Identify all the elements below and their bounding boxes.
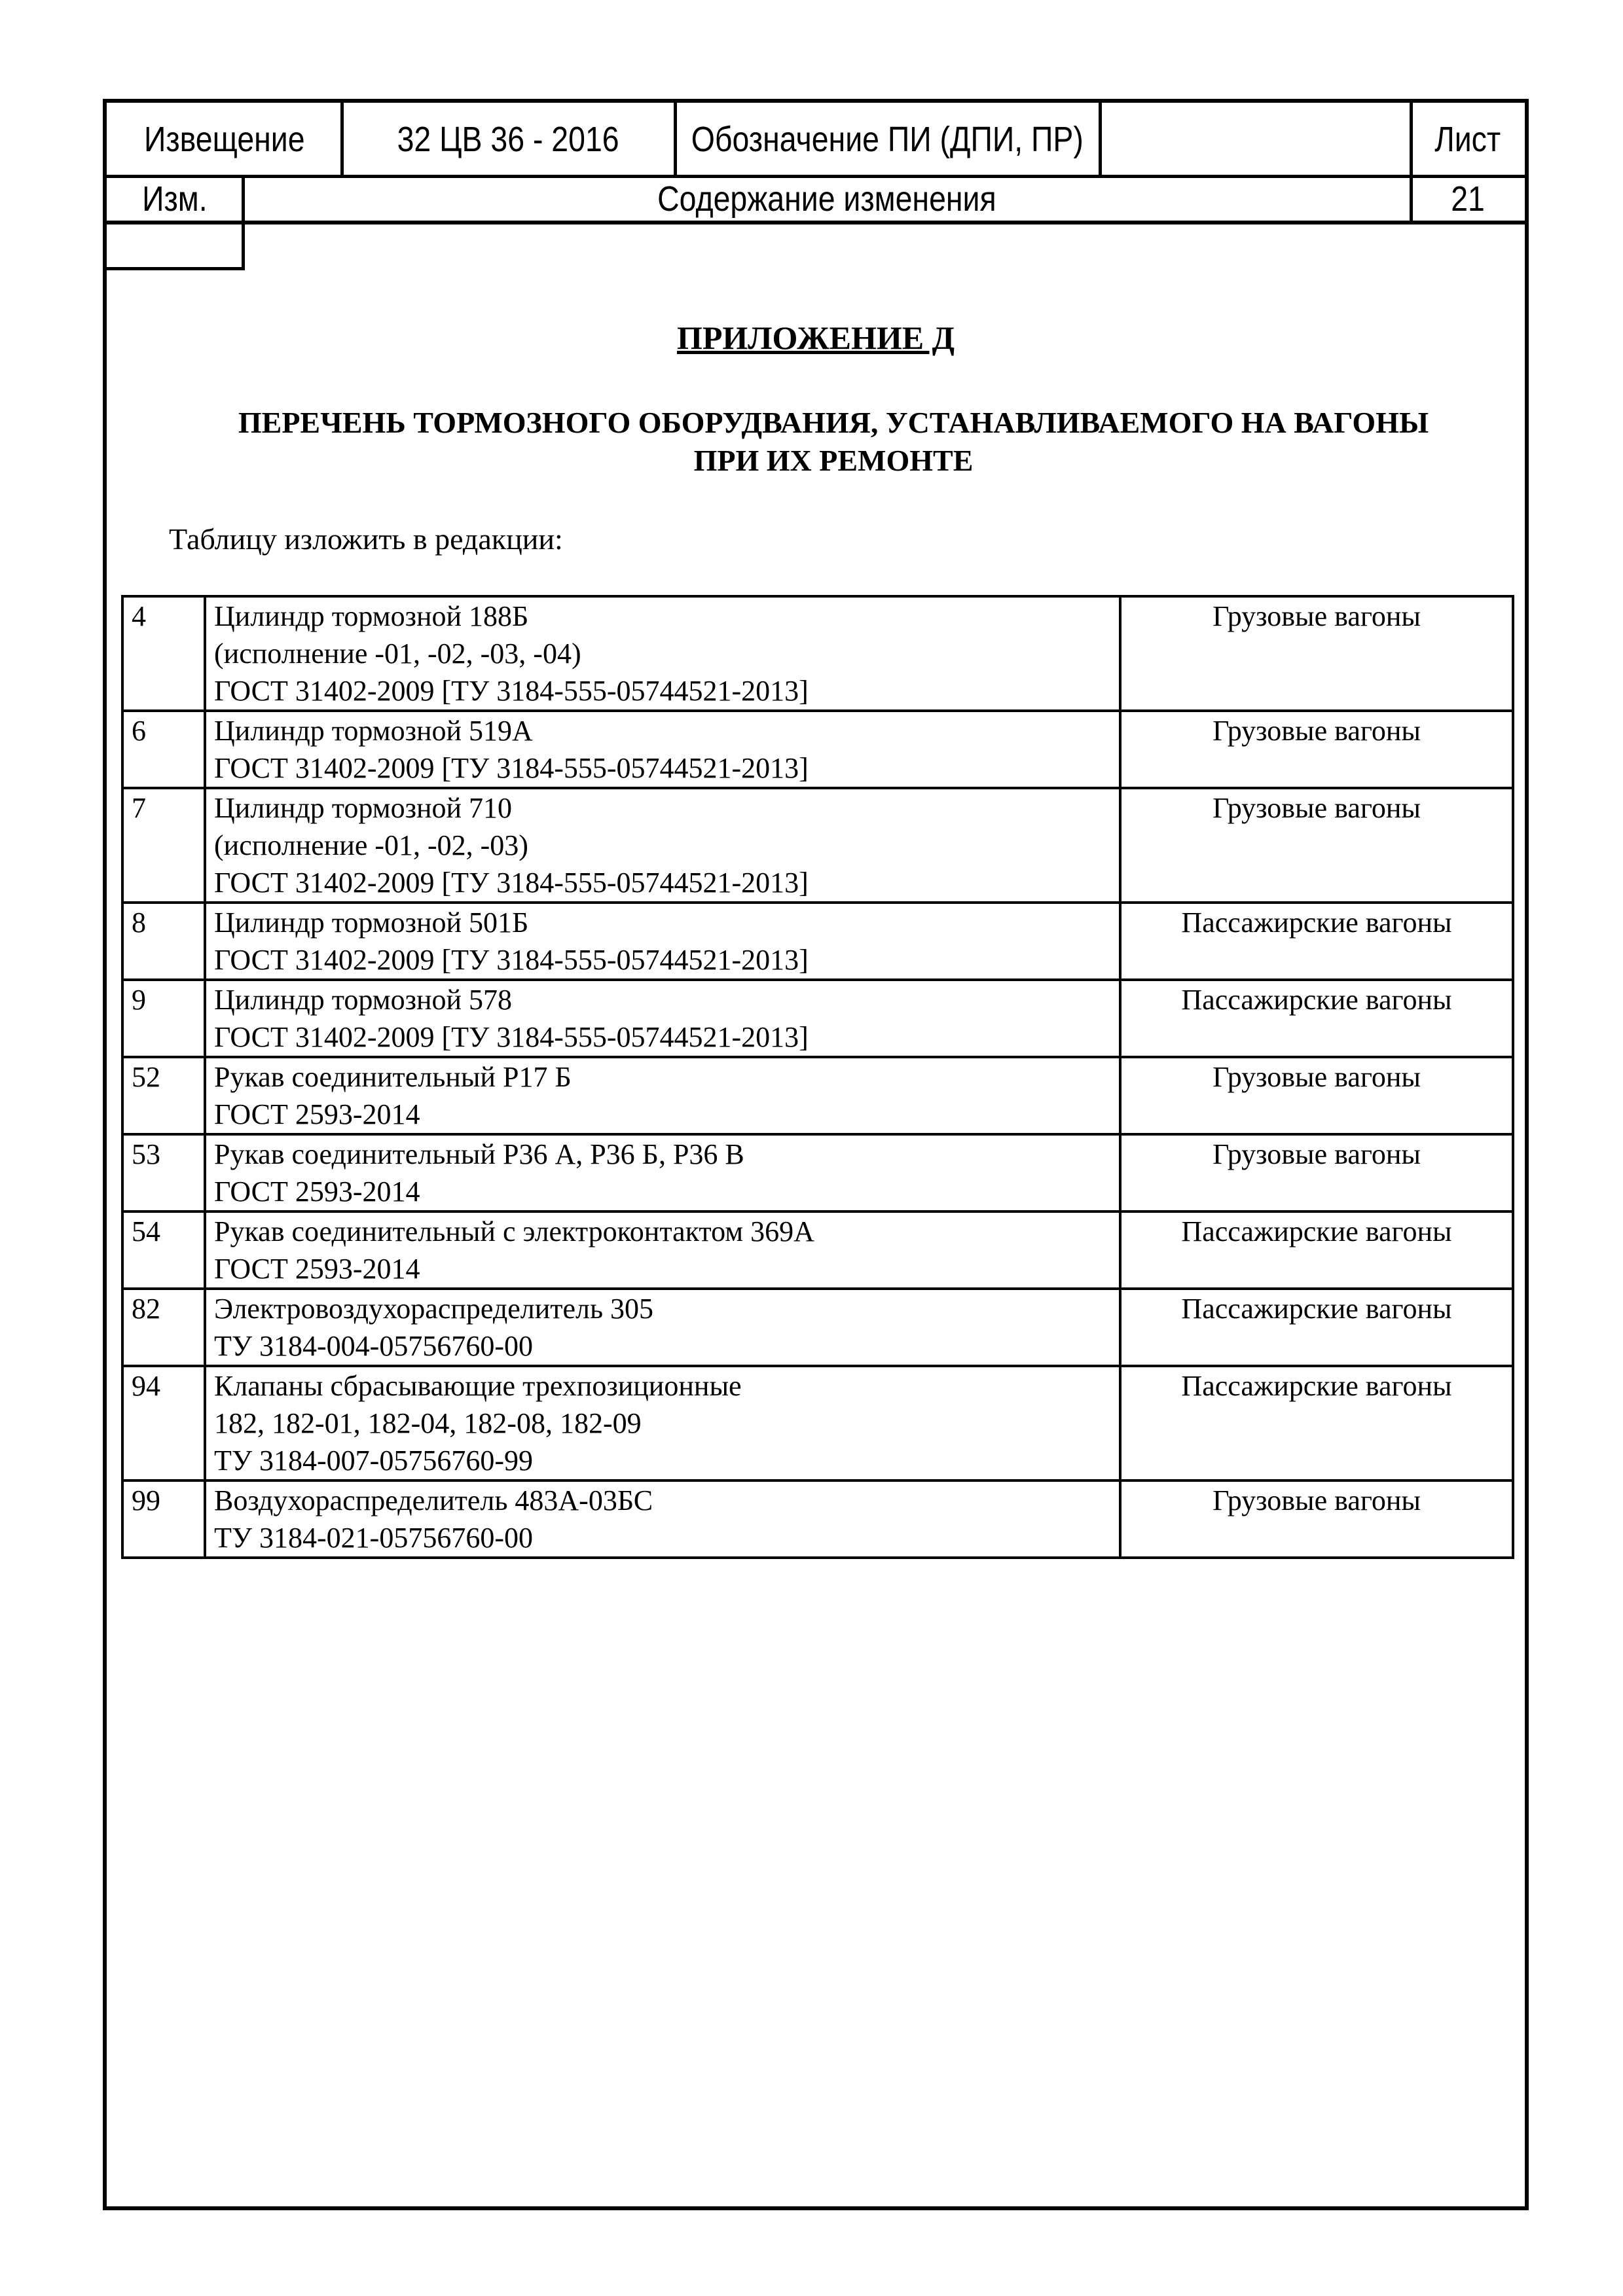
description-line: ГОСТ 31402-2009 [ТУ 3184-555-05744521-2013] — [214, 1021, 809, 1053]
description-line: Цилиндр тормозной 578 — [214, 984, 513, 1016]
header-divider — [674, 103, 677, 177]
row-category: Пассажирские вагоны — [1120, 980, 1513, 1057]
row-description — [205, 980, 1120, 1057]
row-number: 7 — [122, 788, 205, 903]
row-number: 8 — [122, 903, 205, 980]
row-description — [205, 1134, 1120, 1211]
notice-label: Извещение — [143, 120, 305, 159]
header-divider — [1099, 103, 1102, 177]
table-row — [122, 788, 1513, 903]
row-description — [205, 711, 1120, 788]
description-line: ГОСТ 2593-2014 — [214, 1175, 420, 1208]
description-line: Цилиндр тормозной 188Б — [214, 600, 529, 632]
table-row — [122, 1057, 1513, 1134]
description-line: ГОСТ 2593-2014 — [214, 1098, 420, 1130]
description-line: 182, 182-01, 182-04, 182-08, 182-09 — [214, 1407, 642, 1439]
content-label: Содержание изменения — [657, 179, 996, 219]
row-number: 54 — [122, 1211, 205, 1289]
header-rule — [107, 221, 1525, 224]
row-category: Пассажирские вагоны — [1120, 903, 1513, 980]
table-row — [122, 1480, 1513, 1558]
description-line: ГОСТ 31402-2009 [ТУ 3184-555-05744521-2013] — [214, 675, 809, 707]
description-line: ГОСТ 31402-2009 [ТУ 3184-555-05744521-2013] — [214, 944, 809, 976]
description-line: Цилиндр тормозной 710 — [214, 792, 513, 824]
table-row — [122, 596, 1513, 711]
appendix-title: ПРИЛОЖЕНИЕ Д — [676, 319, 955, 356]
equipment-table — [121, 595, 1514, 1559]
row-number: 6 — [122, 711, 205, 788]
document-header — [107, 103, 1525, 269]
notice-number: 32 ЦВ 36 - 2016 — [397, 120, 620, 159]
description-line: Цилиндр тормозной 501Б — [214, 906, 529, 939]
row-number: 9 — [122, 980, 205, 1057]
subtitle-line: ПРИ ИХ РЕМОНТЕ — [693, 444, 974, 477]
row-number: 53 — [122, 1134, 205, 1211]
row-number: 82 — [122, 1289, 205, 1366]
sheet-number: 21 — [1451, 179, 1485, 219]
row-description — [205, 1211, 1120, 1289]
designation-label: Обозначение ПИ (ДПИ, ПР) — [691, 120, 1084, 159]
designation-value — [1100, 103, 1411, 176]
description-line: ГОСТ 31402-2009 [ТУ 3184-555-05744521-2013] — [214, 752, 809, 784]
description-line: ТУ 3184-021-05756760-00 — [214, 1522, 533, 1554]
row-description — [205, 596, 1120, 711]
table-row — [122, 1211, 1513, 1289]
row-category: Пассажирские вагоны — [1120, 1289, 1513, 1366]
table-row — [122, 903, 1513, 980]
description-line: (исполнение -01, -02, -03, -04) — [214, 637, 581, 670]
description-line: Электровоздухораспределитель 305 — [214, 1293, 654, 1325]
appendix-subtitle — [146, 404, 1521, 480]
change-label: Изм. — [142, 179, 208, 219]
header-divider — [1410, 103, 1413, 223]
row-number: 52 — [122, 1057, 205, 1134]
page-frame — [103, 99, 1529, 2210]
change-box-bottom — [107, 267, 245, 270]
description-line: Клапаны сбрасывающие трехпозиционные — [214, 1370, 742, 1402]
header-divider — [340, 103, 344, 177]
description-line: Воздухораспределитель 483А-03БС — [214, 1484, 653, 1516]
table-row — [122, 1134, 1513, 1211]
row-number: 94 — [122, 1366, 205, 1480]
subtitle-line: ПЕРЕЧЕНЬ ТОРМОЗНОГО ОБОРУДВАНИЯ, УСТАНАВЛИВАЕМОГО НА ВАГОНЫ — [238, 406, 1429, 439]
description-line: ГОСТ 31402-2009 [ТУ 3184-555-05744521-2013] — [214, 867, 809, 899]
row-category: Грузовые вагоны — [1120, 1134, 1513, 1211]
description-line: Рукав соединительный Р36 А, Р36 Б, Р36 В — [214, 1138, 744, 1170]
description-line: Цилиндр тормозной 519А — [214, 715, 533, 747]
row-category: Пассажирские вагоны — [1120, 1366, 1513, 1480]
row-category: Грузовые вагоны — [1120, 1480, 1513, 1558]
description-line: Рукав соединительный Р17 Б — [214, 1061, 572, 1093]
row-description — [205, 1366, 1120, 1480]
row-description — [205, 1480, 1120, 1558]
row-description — [205, 1289, 1120, 1366]
row-number: 99 — [122, 1480, 205, 1558]
row-description — [205, 903, 1120, 980]
row-category: Грузовые вагоны — [1120, 596, 1513, 711]
row-category: Грузовые вагоны — [1120, 788, 1513, 903]
description-line: (исполнение -01, -02, -03) — [214, 829, 528, 861]
description-line: Рукав соединительный с электроконтактом 369А — [214, 1215, 814, 1247]
row-category: Грузовые вагоны — [1120, 1057, 1513, 1134]
header-rule — [107, 175, 1525, 178]
table-row — [122, 711, 1513, 788]
intro-text: Таблицу изложить в редакции: — [169, 522, 563, 556]
description-line: ТУ 3184-004-05756760-00 — [214, 1330, 533, 1362]
row-category: Грузовые вагоны — [1120, 711, 1513, 788]
row-category: Пассажирские вагоны — [1120, 1211, 1513, 1289]
row-description — [205, 1057, 1120, 1134]
sheet-label: Лист — [1434, 120, 1501, 159]
row-number: 4 — [122, 596, 205, 711]
table-row — [122, 980, 1513, 1057]
description-line: ТУ 3184-007-05756760-99 — [214, 1444, 533, 1477]
description-line: ГОСТ 2593-2014 — [214, 1253, 420, 1285]
table-row — [122, 1366, 1513, 1480]
row-description — [205, 788, 1120, 903]
table-row — [122, 1289, 1513, 1366]
change-column-divider — [242, 175, 245, 270]
